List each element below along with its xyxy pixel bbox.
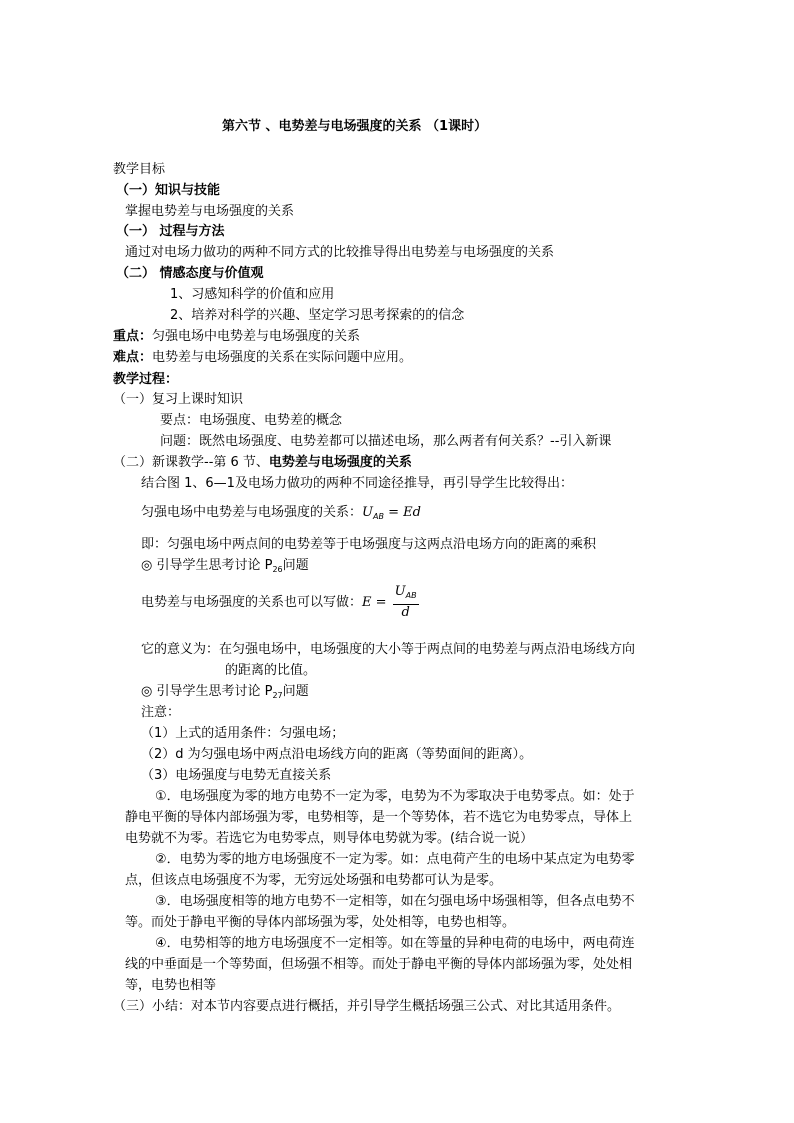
difficulty-point [113,348,412,368]
knowledge-heading: （一）知识与技能 [116,183,221,198]
process-section-heading: 教学过程： [113,372,179,387]
discussion-1-page: 26 [272,565,283,574]
discussion-1-suffix: 问题 [282,558,309,573]
key-label: 重点： [113,329,153,344]
key-text: 匀强电场中电势差与电场强度的关系 [152,329,361,344]
formula-2-label: 电势差与电场强度的关系也可以写做： [141,595,363,610]
formula-2-numerator-sub: AB [405,591,417,600]
formula-2-meaning-line2: 的距离的比值。 [225,663,317,678]
formula-1-subscript: AB [372,512,384,521]
discussion-1 [141,556,309,580]
formula-2-numerator-u: U [394,584,406,599]
point-2-line-1: ②．电势为零的地方电场强度不一定为零。如：点电荷产生的电场中某点定为电势零 [155,852,635,867]
process-heading: （一） 过程与方法 [116,224,225,239]
formula-2-lhs: E = [362,595,391,610]
knowledge-text: 掌握电势差与电场强度的关系 [125,204,295,219]
formula-1-rhs: = Ed [383,505,421,520]
discussion-2-suffix: 问题 [282,684,309,699]
formula-2-denominator: d [401,605,410,620]
new-lesson-prefix: （二）新课教学--第 6 节、 [113,455,269,470]
derivation-text: 结合图 1、6—1及电场力做功的两种不同途径推导，再引导学生比较得出： [141,476,573,491]
note-3: （3）电场强度与电势无直接关系 [141,768,332,783]
review-heading: （一）复习上课时知识 [113,392,244,407]
emotion-heading: （二） 情感态度与价值观 [116,266,264,281]
note-2: （2）d 为匀强电场中两点沿电场线方向的距离（等势面间的距离）。 [141,747,533,762]
formula-1-label: 匀强电场中电势差与电场强度的关系： [141,505,363,520]
formula-1-meaning: 即：匀强电场中两点间的电势差等于电场强度与这两点沿电场方向的距离的乘积 [141,537,597,552]
formula-2-line [141,582,419,624]
emotion-item-1: 1、习感知科学的价值和应用 [170,287,335,302]
point-4-line-3: 等，电势也相等 [125,978,217,993]
new-lesson-heading [113,453,412,473]
difficulty-text: 电势差与电场强度的关系在实际问题中应用。 [152,350,413,365]
point-1-line-1: ①．电场强度为零的地方电势不一定为零，电势为不为零取决于电势零点。如：处于 [155,789,635,804]
document-title: 第六节 、电势差与电场强度的关系 （1课时） [222,119,488,134]
discussion-2-prefix: ◎ 引导学生思考讨论 P [141,684,273,699]
formula-2-fraction [393,584,419,621]
review-point: 要点：电场强度、电势差的概念 [160,413,343,428]
goals-heading: 教学目标 [113,162,166,177]
formula-1-line [141,503,421,527]
point-1-line-2: 静电平衡的导体内部场强为零，电势相等，是一个等势体，若不选它为电势零点，导体上 [125,810,633,825]
formula-1-u: U [362,505,373,520]
process-text: 通过对电场力做功的两种不同方式的比较推导得出电势差与电场强度的关系 [125,245,555,260]
formula-2-meaning-line1: 它的意义为：在匀强电场中，电场强度的大小等于两点间的电势差与两点沿电场线方向 [141,642,636,657]
point-2-line-2: 点，但该点电场强度不为零，无穷远处场强和电势都可认为是零。 [125,873,503,888]
review-question: 问题：既然电场强度、电势差都可以描述电场，那么两者有何关系？--引入新课 [160,434,612,449]
point-1-line-3: 电势就不为零。若选它为电势零点，则导体电势就为零。(结合说一说） [125,831,534,846]
formula-2-numerator [393,584,419,605]
discussion-1-prefix: ◎ 引导学生思考讨论 P [141,558,273,573]
note-1: （1）上式的适用条件：匀强电场； [141,726,345,741]
difficulty-label: 难点： [113,350,153,365]
new-lesson-topic: 电势差与电场强度的关系 [268,455,412,470]
point-3-line-2: 等。而处于静电平衡的导体内部场强为零，处处相等，电势也相等。 [125,915,516,930]
note-heading: 注意： [141,705,181,720]
point-4-line-1: ④．电势相等的地方电场强度不一定相等。如在等量的异种电荷的电场中，两电荷连 [155,936,635,951]
point-4-line-2: 线的中垂面是一个等势面，但场强不相等。而处于静电平衡的导体内部场强为零，处处相 [125,957,633,972]
summary: （三）小结：对本节内容要点进行概括，并引导学生概括场强三公式、对比其适用条件。 [113,999,621,1014]
emotion-item-2: 2、培养对科学的兴趣、坚定学习思考探索的的信念 [170,308,465,323]
discussion-2-page: 27 [272,691,283,700]
point-3-line-1: ③．电场强度相等的地方电势不一定相等，如在匀强电场中场强相等，但各点电势不 [155,894,635,909]
key-point [113,327,360,347]
